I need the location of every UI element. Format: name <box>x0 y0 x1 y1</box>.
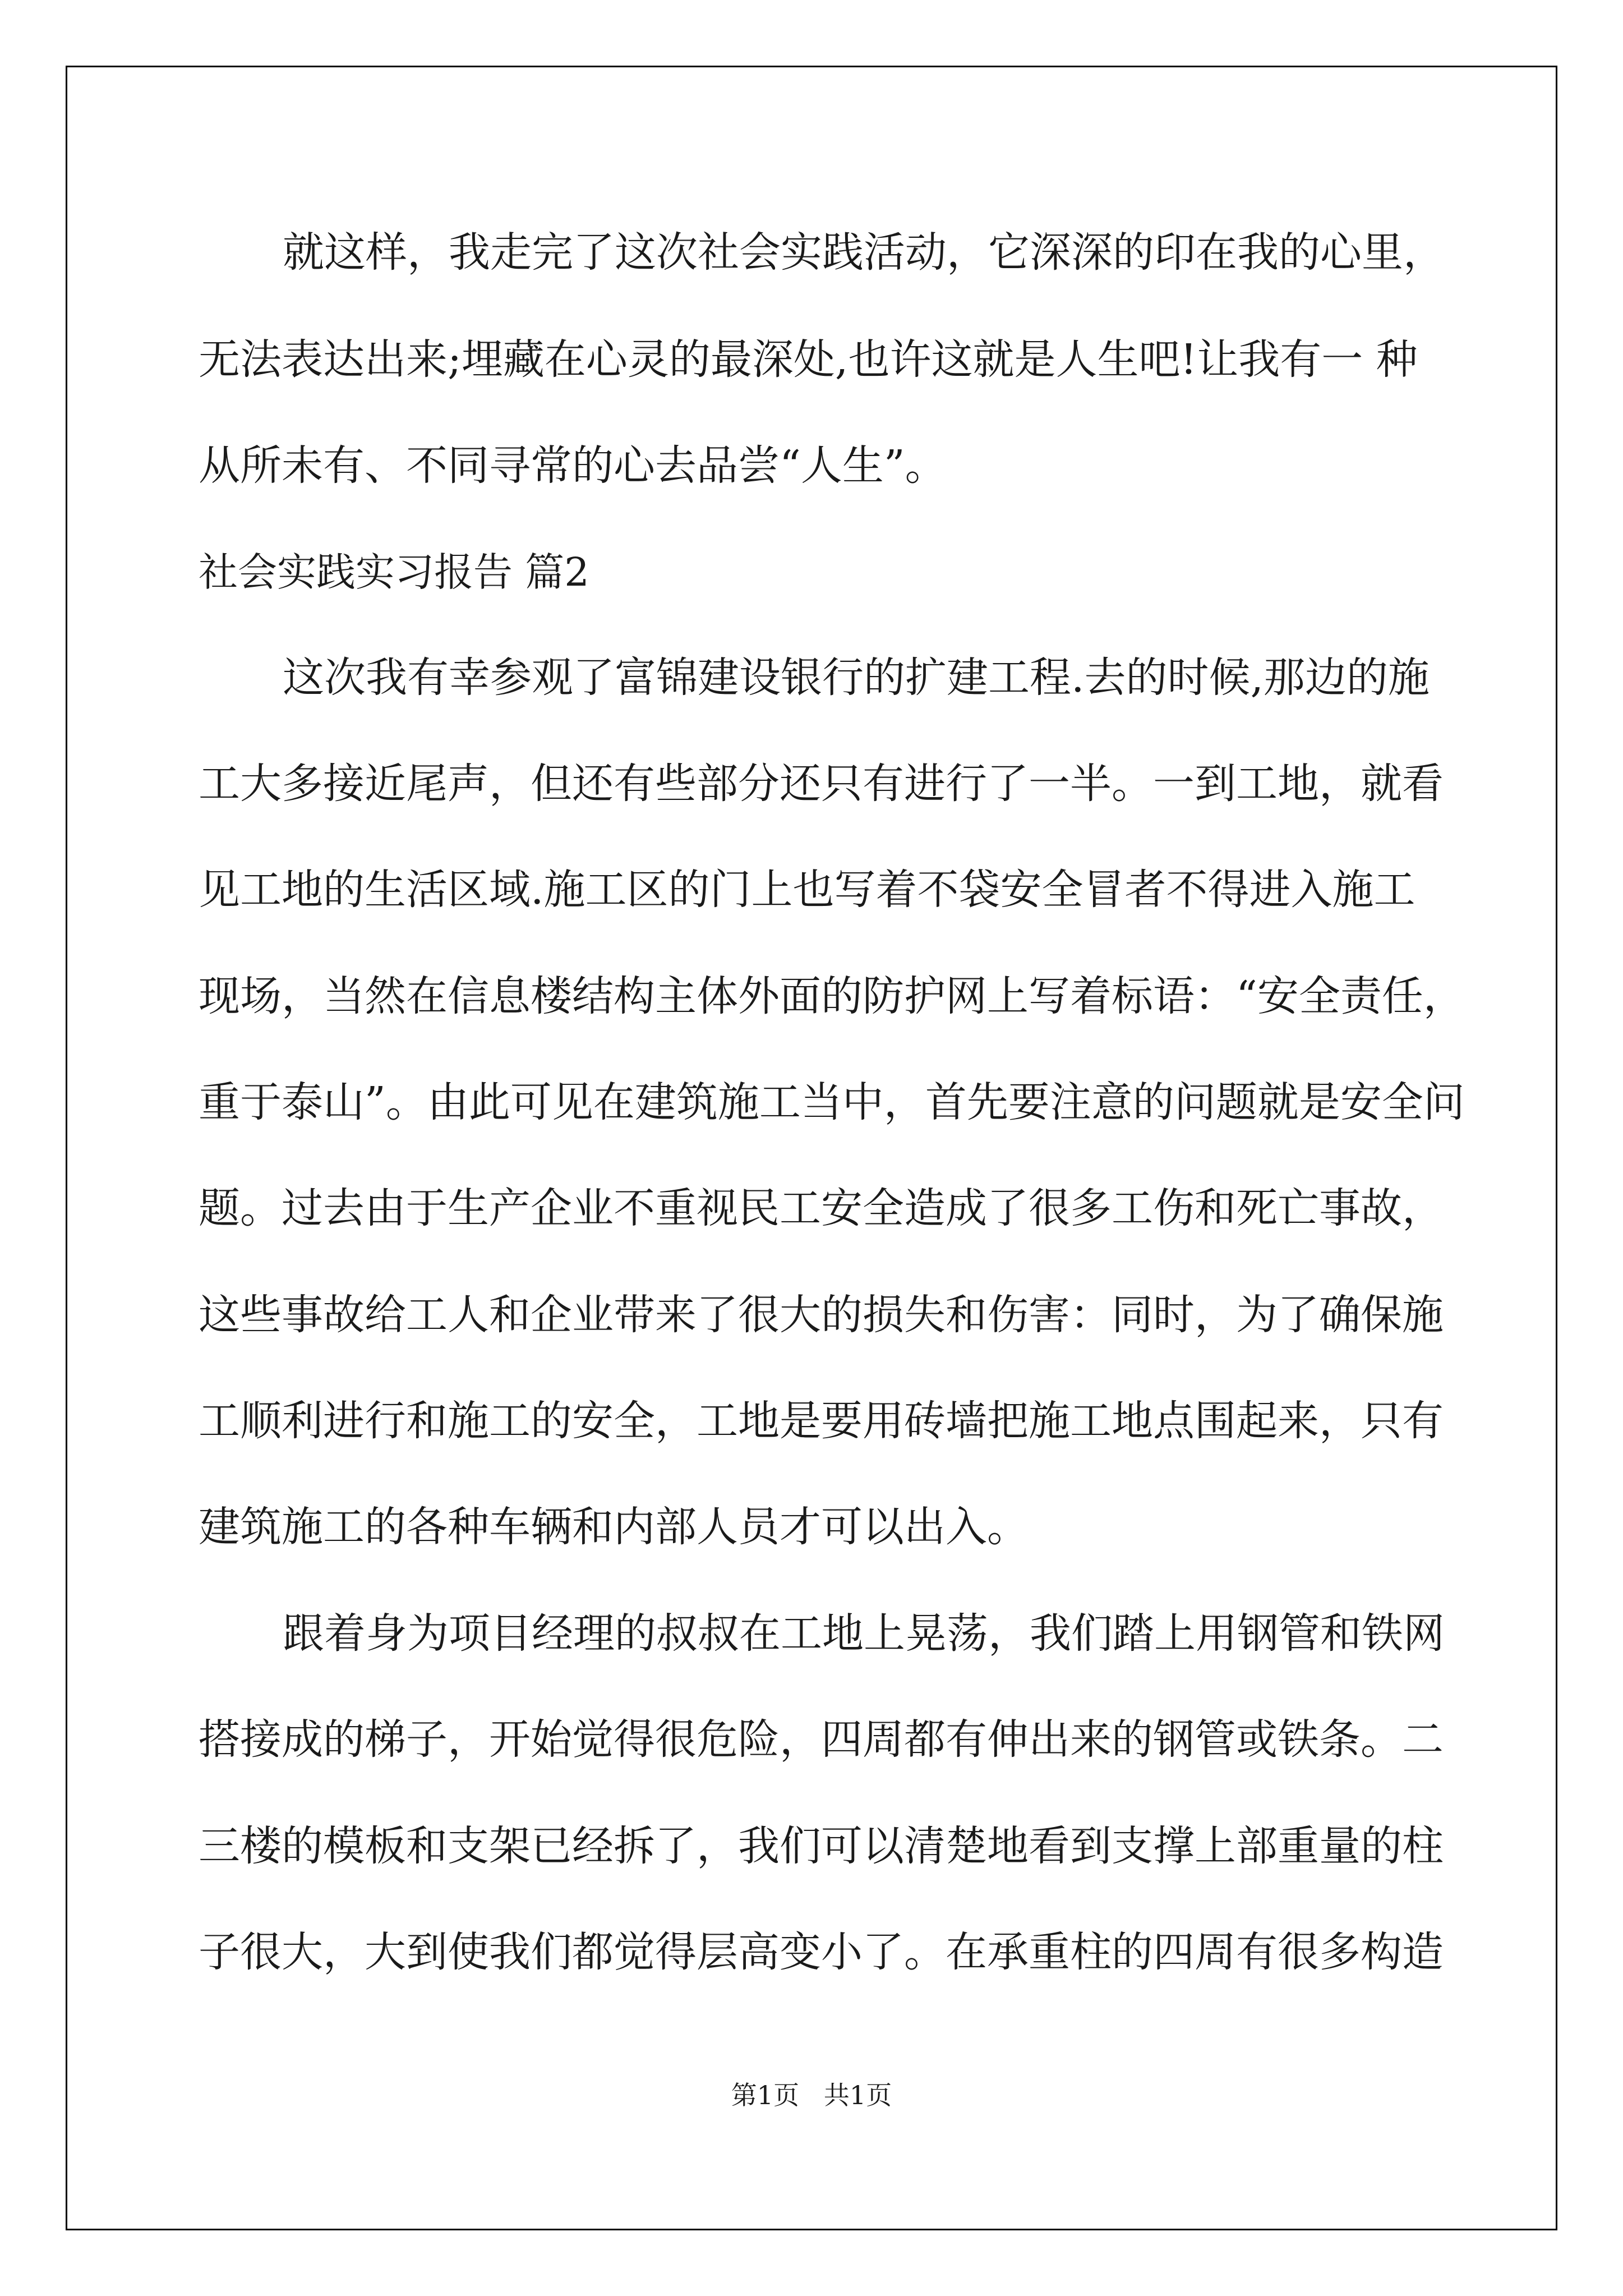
paragraph2-line-5: 重于泰山”。由此可见在建筑施工当中，首先要注意的问题就是安全问 <box>199 1078 1465 1126</box>
paragraph3-line-3: 三楼的模板和支架已经拆了，我们可以清楚地看到支撑上部重量的柱 <box>199 1822 1444 1870</box>
page-footer: 第1页 共1页 <box>731 2080 892 2110</box>
paragraph2-line-4: 现场，当然在信息楼结构主体外面的防护网上写着标语：“安全责任， <box>199 972 1465 1020</box>
paragraph3-line-4: 子很大，大到使我们都觉得层高变小了。在承重柱的四周有很多构造 <box>199 1928 1444 1976</box>
paragraph1-line-1: 就这样，我走完了这次社会实践活动，它深深的印在我的心里， <box>283 228 1445 277</box>
page-border <box>66 66 1557 2230</box>
paragraph2-line-6: 题。过去由于生产企业不重视民工安全造成了很多工伤和死亡事故， <box>199 1184 1444 1232</box>
paragraph2-line-1: 这次我有幸参观了富锦建设银行的扩建工程.去的时候,那边的施 <box>283 654 1430 702</box>
paragraph3-line-1: 跟着身为项目经理的叔叔在工地上晃荡，我们踏上用钢管和铁网 <box>283 1609 1445 1658</box>
paragraph2-line-8: 工顺利进行和施工的安全，工地是要用砖墙把施工地点围起来，只有 <box>199 1397 1444 1445</box>
paragraph1-line-2: 无法表达出来;埋藏在心灵的最深处,也许这就是人生吧!让我有一 种 <box>199 335 1418 384</box>
paragraph3-line-2: 搭接成的梯子，开始觉得很危险，四周都有伸出来的钢管或铁条。二 <box>199 1715 1444 1764</box>
paragraph2-line-7: 这些事故给工人和企业带来了很大的损失和伤害：同时，为了确保施 <box>199 1291 1444 1339</box>
paragraph1-line-3: 从所未有、不同寻常的心去品尝“人生”。 <box>199 441 947 490</box>
section-heading: 社会实践实习报告 篇2 <box>199 549 589 595</box>
paragraph2-line-2: 工大多接近尾声，但还有些部分还只有进行了一半。一到工地，就看 <box>199 760 1444 808</box>
paragraph2-line-9: 建筑施工的各种车辆和内部人员才可以出入。 <box>199 1503 1029 1551</box>
paragraph2-line-3: 见工地的生活区域.施工区的门上也写着不袋安全冒者不得进入施工 <box>199 866 1415 914</box>
